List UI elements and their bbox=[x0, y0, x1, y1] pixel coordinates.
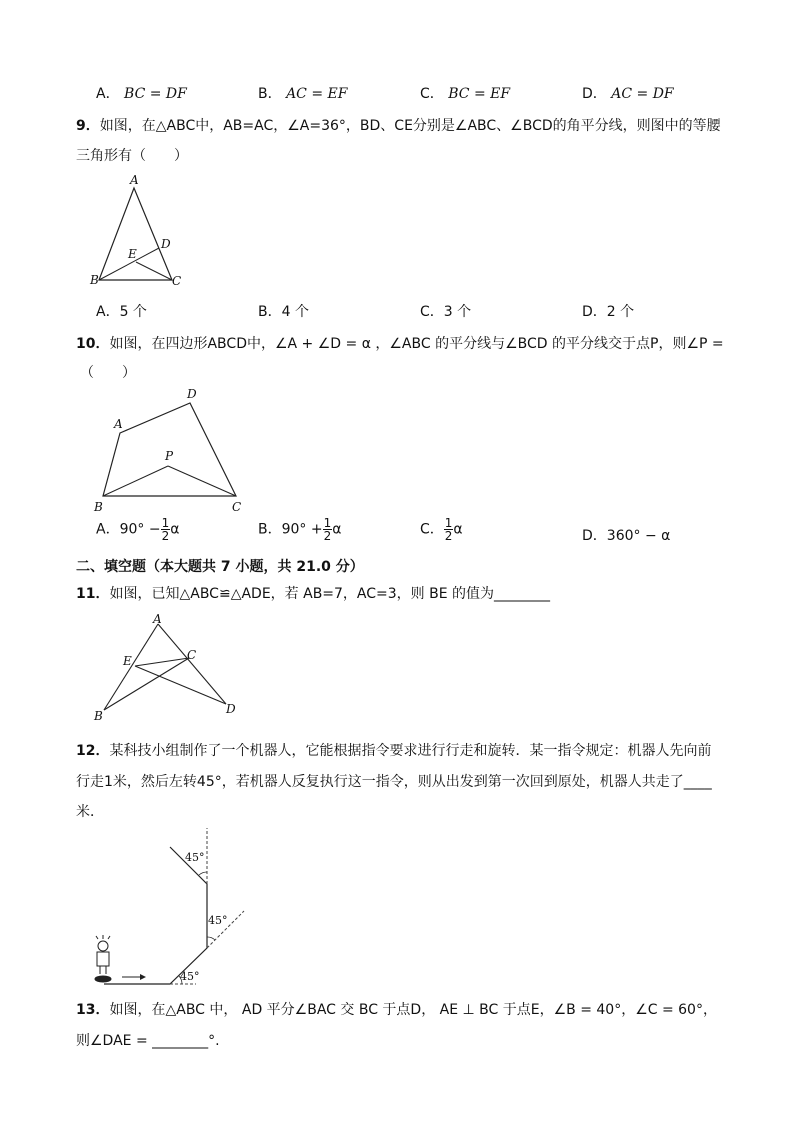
q10-option-a: A．90° − $\frac{1}{2}$ α bbox=[96, 516, 180, 543]
q8-option-d: D． AC = DF bbox=[582, 86, 674, 102]
q10-option-d: D．360° − α bbox=[582, 528, 671, 544]
q13-text-line1: 如图，在△ABC 中， AD 平分∠BAC 交 BC 于点D， AE ⊥ BC 于点E，∠B = 40°，∠C = 60°， bbox=[109, 1002, 717, 1018]
q9-triangle-abc bbox=[99, 188, 172, 280]
q9-option-d: D．2 个 bbox=[582, 304, 635, 320]
q9-number: 9． bbox=[76, 118, 100, 134]
q9-options bbox=[96, 301, 736, 319]
q11-segment-ad bbox=[158, 624, 226, 704]
q11-segment-ec bbox=[135, 658, 189, 666]
q11-text: 如图，已知△ABC≌△ADE，若 AB=7，AC=3，则 BE 的值为________ bbox=[109, 586, 551, 602]
fraction-half: $\frac{1}{2}$ bbox=[323, 516, 332, 543]
q11-label-d: D bbox=[226, 702, 236, 716]
q9-question bbox=[76, 115, 721, 135]
q10-label-p: P bbox=[165, 449, 174, 463]
q11-segment-bc bbox=[104, 658, 189, 710]
robot-icon bbox=[95, 935, 111, 982]
q13-text-line2: 则∠DAE = ________°. bbox=[76, 1033, 220, 1049]
q12-number: 12． bbox=[76, 743, 110, 759]
q9-option-b: B．4 个 bbox=[258, 304, 309, 320]
q10-option-b: B．90° + $\frac{1}{2}$ α bbox=[258, 516, 342, 543]
q11-segment-ed bbox=[135, 666, 226, 704]
q10-text-line1: 如图，在四边形ABCD中，∠A + ∠D = α ，∠ABC 的平分线与∠BCD 的平分线交于点P，则∠P = bbox=[109, 336, 724, 352]
arrowhead-icon bbox=[140, 974, 146, 980]
q9-option-a: A．5 个 bbox=[96, 304, 147, 320]
q11-label-b: B bbox=[94, 709, 103, 723]
q12-angle-label: 45° bbox=[208, 914, 228, 927]
q12-text-line1: 某科技小组制作了一个机器人，它能根据指令要求进行行走和旋转．某一指令规定：机器人先向前 bbox=[109, 743, 712, 759]
q11-question bbox=[76, 583, 550, 603]
q12-angle-arc bbox=[199, 872, 207, 875]
fraction-half: $\frac{1}{2}$ bbox=[161, 516, 170, 543]
q12-angle-arc bbox=[207, 937, 215, 940]
q12-text-line2: 行走1米，然后左转45°，若机器人反复执行这一指令，则从出发到第一次回到原处，机器人共走了____ bbox=[76, 774, 712, 790]
q11-figure bbox=[90, 612, 240, 724]
q9-label-b: B bbox=[90, 273, 99, 287]
q10-label-d: D bbox=[187, 387, 197, 401]
q9-option-c: C．3 个 bbox=[420, 304, 472, 320]
q12-robot-path bbox=[104, 847, 207, 984]
q13-number: 13． bbox=[76, 1002, 110, 1018]
q8-option-a: A． BC = DF bbox=[96, 86, 187, 102]
q11-label-a: A bbox=[153, 612, 162, 626]
q10-label-a: A bbox=[114, 417, 123, 431]
q9-label-a: A bbox=[130, 173, 139, 187]
q9-label-c: C bbox=[172, 274, 182, 288]
q11-label-c: C bbox=[187, 648, 197, 662]
q8-options bbox=[96, 83, 736, 101]
q9-segment-ce bbox=[136, 262, 172, 280]
q8-option-c: C． BC = EF bbox=[420, 86, 511, 102]
section-heading: 二、填空题（本大题共 7 小题，共 21.0 分） bbox=[76, 559, 364, 575]
q9-text-line2: 三角形有（ ） bbox=[76, 148, 188, 164]
q10-text-line2: （ ） bbox=[80, 365, 136, 381]
q11-label-e: E bbox=[123, 654, 132, 668]
q10-label-c: C bbox=[232, 500, 242, 514]
q9-label-e: E bbox=[128, 247, 137, 261]
q10-segment-bp bbox=[103, 466, 168, 496]
q8-option-b: B． AC = EF bbox=[258, 86, 348, 102]
q13-question bbox=[76, 999, 717, 1019]
q10-segment-cp bbox=[168, 466, 236, 496]
q9-label-d: D bbox=[161, 237, 171, 251]
q10-figure bbox=[88, 383, 248, 515]
q12-figure bbox=[86, 826, 256, 988]
q10-options bbox=[96, 517, 736, 551]
q11-number: 11． bbox=[76, 586, 110, 602]
q9-figure bbox=[86, 172, 196, 290]
q12-angle-label: 45° bbox=[185, 851, 205, 864]
q10-question bbox=[76, 333, 724, 353]
fraction-half: $\frac{1}{2}$ bbox=[444, 516, 453, 543]
q10-label-b: B bbox=[94, 500, 103, 514]
q9-text-line1: 如图，在△ABC中，AB=AC，∠A=36°，BD、CE分别是∠ABC、∠BCD的角平分线，则图中的等腰 bbox=[99, 118, 721, 134]
q12-angle-label: 45° bbox=[180, 970, 200, 983]
q10-option-c: C． $\frac{1}{2}$ α bbox=[420, 516, 463, 543]
q12-question bbox=[76, 740, 711, 760]
q10-number: 10． bbox=[76, 336, 110, 352]
q12-text-line3: 米． bbox=[76, 804, 104, 820]
